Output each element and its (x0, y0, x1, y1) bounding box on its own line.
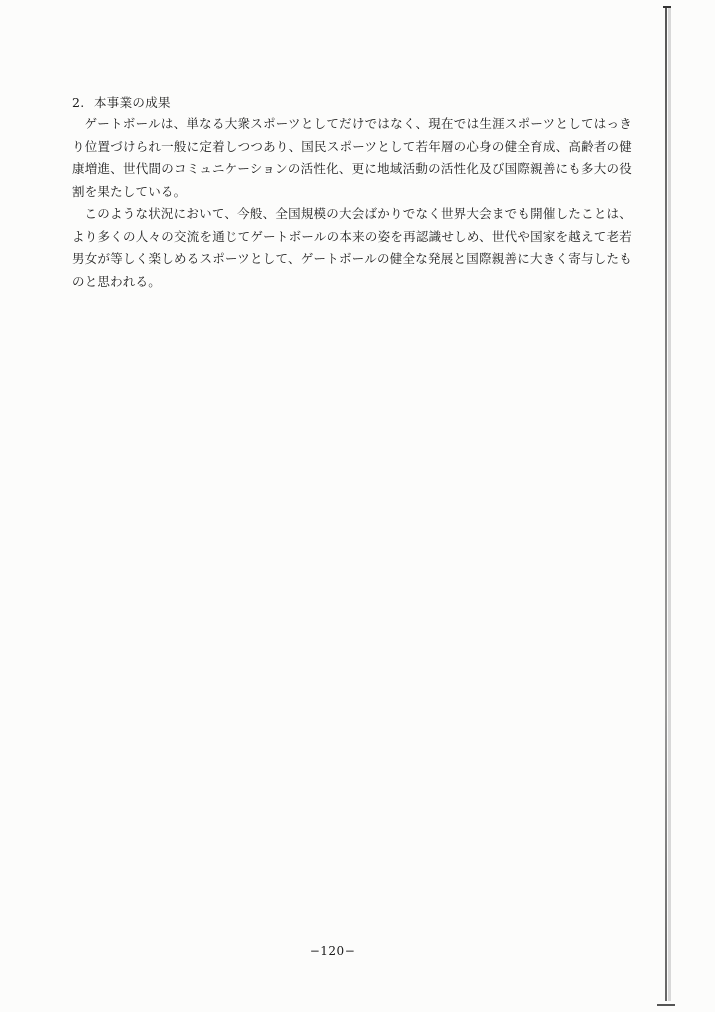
binding-edge-shadow (668, 6, 671, 1001)
section-title: 本事業の成果 (94, 95, 171, 110)
binding-edge-line (665, 6, 667, 1001)
document-body (72, 92, 632, 293)
binding-bottom-tick (657, 1004, 675, 1006)
body-paragraph-1: ゲートボールは、単なる大衆スポーツとしてだけではなく、現在では生涯スポーツとしてはっきり位置づけられ一般に定着しつつあり、国民スポーツとして若年層の心身の健全育成、高齢者の健康増進、世代間のコミュニケーションの活性化、更に地域活動の活性化及び国際親善にも多大の役割を果たしている。 (72, 116, 632, 199)
page-number: −120− (309, 944, 356, 958)
section-heading (72, 92, 632, 113)
section-number: 2. (72, 95, 85, 110)
binding-edge-tick (663, 6, 671, 8)
body-paragraph-2: このような状況において、今般、全国規模の大会ばかりでなく世界大会までも開催したことは、より多くの人々の交流を通じてゲートボールの本来の姿を再認識せしめ、世代や国家を越えて老若男女が等しく楽しめるスポーツとして、ゲートボールの健全な発展と国際親善に大きく寄与したものと思われる。 (72, 206, 632, 289)
